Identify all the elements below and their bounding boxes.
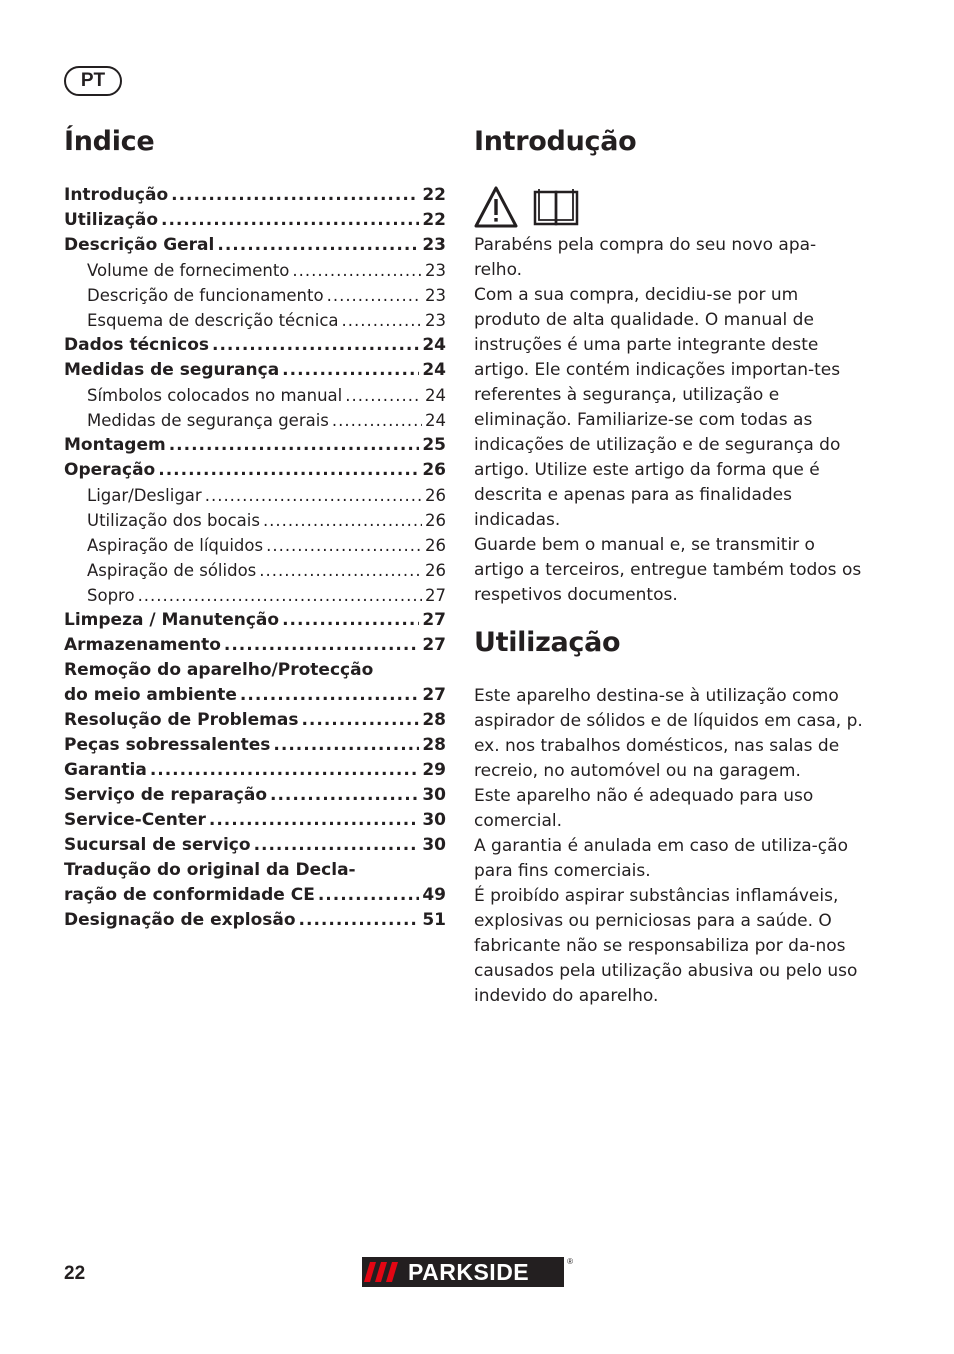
toc-leader-dots <box>259 558 422 583</box>
toc-entry-title: Limpeza / Manutenção <box>64 610 280 630</box>
page-number: 22 <box>64 1263 86 1284</box>
intro-heading: Introdução <box>474 126 637 157</box>
toc-entry-page: 24 <box>422 335 446 355</box>
toc-entry-page: 27 <box>422 610 446 630</box>
toc-leader-dots <box>263 508 422 533</box>
toc-entry-title: Volume de fornecimento <box>87 261 290 280</box>
toc-entry-page: 49 <box>422 885 446 905</box>
toc-leader-dots <box>301 708 419 733</box>
usage-paragraph: A garantia é anulada em caso de utiliza-ção para fins comerciais. <box>474 836 848 881</box>
toc-entry-page: 24 <box>425 411 446 430</box>
toc-leader-dots <box>292 258 422 283</box>
toc-leader-dots <box>240 683 419 708</box>
toc-entry-page: 25 <box>422 435 446 455</box>
toc-entry-page: 26 <box>422 460 446 480</box>
toc-entry-page: 22 <box>422 185 446 205</box>
toc-entry-title: Descrição de funcionamento <box>87 286 324 305</box>
toc-entry-title: Esquema de descrição técnica <box>87 311 339 330</box>
toc-entry-title: Remoção do aparelho/Protecção <box>64 660 374 680</box>
toc-entry <box>64 408 446 433</box>
toc-entry-page: 24 <box>422 360 446 380</box>
toc-entry-page: 23 <box>422 235 446 255</box>
toc-leader-dots <box>209 808 419 833</box>
toc-entry-title: Símbolos colocados no manual <box>87 386 343 405</box>
toc-entry-page: 26 <box>425 511 446 530</box>
warning-triangle-icon <box>476 188 516 226</box>
toc-leader-dots <box>282 358 419 383</box>
toc-leader-dots <box>342 308 422 333</box>
toc-entry-page: 23 <box>425 261 446 280</box>
toc-entry <box>64 258 446 283</box>
toc-entry-page: 27 <box>422 635 446 655</box>
toc-entry-title: do meio ambiente <box>64 685 237 705</box>
usage-paragraph: Este aparelho destina-se à utilização como aspirador de sólidos e de líquidos em casa, p. ex. nos trabalhos domésticos, nas salas de recreio, no automóvel ou na garagem. <box>474 686 863 781</box>
toc-entry-title: Resolução de Problemas <box>64 710 299 730</box>
toc-leader-dots <box>212 333 419 358</box>
toc-leader-dots <box>332 408 422 433</box>
toc-entry-title: Montagem <box>64 435 166 455</box>
toc-entry-title: Garantia <box>64 760 147 780</box>
table-of-contents <box>64 183 446 933</box>
toc-entry <box>64 383 446 408</box>
toc-entry <box>64 458 446 483</box>
toc-entry-title: Utilização <box>64 210 159 230</box>
toc-leader-dots <box>270 783 419 808</box>
toc-entry <box>64 183 446 208</box>
toc-entry-page: 30 <box>422 810 446 830</box>
toc-entry <box>64 533 446 558</box>
toc-entry-page: 24 <box>425 386 446 405</box>
brand-name: PARKSIDE <box>408 1258 530 1285</box>
toc-entry-title: Sucursal de serviço <box>64 835 251 855</box>
toc-entry <box>64 208 446 233</box>
toc-leader-dots <box>217 233 419 258</box>
toc-entry-title: Dados técnicos <box>64 335 210 355</box>
toc-entry-title: Designação de explosão <box>64 910 296 930</box>
brand-stripes-icon <box>362 1257 406 1287</box>
toc-entry <box>64 633 446 658</box>
toc-entry-title: Operação <box>64 460 156 480</box>
toc-entry <box>64 908 446 933</box>
toc-leader-dots <box>169 433 420 458</box>
toc-entry <box>64 583 446 608</box>
toc-leader-dots <box>318 883 420 908</box>
usage-paragraph: É proibído aspirar substâncias inflamáveis, explosivas ou perniciosas para a saúde. O fabricante não se responsabiliza por da-nos causados pela utilização abusiva ou pelo uso indevido do aparelho. <box>474 886 858 1006</box>
toc-entry <box>64 283 446 308</box>
toc-entry-title: Medidas de segurança gerais <box>87 411 329 430</box>
toc-entry-page: 23 <box>425 311 446 330</box>
brand-logo <box>362 1257 573 1287</box>
toc-entry-page: 30 <box>422 835 446 855</box>
toc-entry-title: Utilização dos bocais <box>87 511 260 530</box>
toc-entry-page: 30 <box>422 785 446 805</box>
toc-entry-title: Service-Center <box>64 810 206 830</box>
toc-leader-dots <box>273 733 419 758</box>
toc-leader-dots <box>266 533 422 558</box>
toc-entry <box>64 558 446 583</box>
toc-leader-dots <box>150 758 420 783</box>
toc-entry-title: Introdução <box>64 185 169 205</box>
toc-entry <box>64 808 446 833</box>
usage-paragraph: Este aparelho não é adequado para uso comercial. <box>474 786 814 831</box>
toc-entry-page: 51 <box>422 910 446 930</box>
toc-entry-title: ração de conformidade CE <box>64 885 315 905</box>
intro-text <box>474 233 864 608</box>
open-book-icon <box>535 189 577 224</box>
toc-leader-dots <box>345 383 422 408</box>
toc-heading: Índice <box>64 126 155 157</box>
toc-entry-title: Peças sobressalentes <box>64 735 271 755</box>
toc-entry-page: 26 <box>425 561 446 580</box>
toc-leader-dots <box>158 458 419 483</box>
toc-entry-page: 28 <box>422 735 446 755</box>
toc-entry-title: Tradução do original da Decla- <box>64 860 356 880</box>
toc-leader-dots <box>138 583 422 608</box>
toc-entry-title: Aspiração de sólidos <box>87 561 257 580</box>
toc-entry-page: 29 <box>422 760 446 780</box>
usage-text <box>474 684 864 1009</box>
toc-entry-title: Ligar/Desligar <box>87 486 202 505</box>
toc-leader-dots <box>327 283 422 308</box>
toc-entry-page: 27 <box>425 586 446 605</box>
toc-entry <box>64 233 446 258</box>
toc-entry-title: Aspiração de líquidos <box>87 536 264 555</box>
toc-entry <box>64 683 446 708</box>
usage-heading: Utilização <box>474 627 621 658</box>
toc-leader-dots <box>254 833 420 858</box>
toc-entry <box>64 658 446 683</box>
toc-entry <box>64 708 446 733</box>
toc-entry-title: Armazenamento <box>64 635 221 655</box>
intro-paragraph: Guarde bem o manual e, se transmitir o artigo a terceiros, entregue também todos os respetivos documentos. <box>474 535 862 605</box>
toc-entry <box>64 733 446 758</box>
language-badge: PT <box>64 66 122 96</box>
toc-entry-title: Serviço de reparação <box>64 785 267 805</box>
toc-entry-page: 27 <box>422 685 446 705</box>
toc-entry <box>64 483 446 508</box>
toc-entry-page: 26 <box>425 486 446 505</box>
toc-leader-dots <box>224 633 419 658</box>
toc-entry-page: 26 <box>425 536 446 555</box>
toc-entry <box>64 883 446 908</box>
toc-leader-dots <box>171 183 419 208</box>
toc-entry <box>64 608 446 633</box>
toc-entry <box>64 333 446 358</box>
toc-entry <box>64 783 446 808</box>
toc-entry-page: 28 <box>422 710 446 730</box>
intro-paragraph: Com a sua compra, decidiu-se por um produto de alta qualidade. O manual de instruções é uma parte integrante deste artigo. Ele contém indicações importan-tes referentes à segurança, utilização e eliminação. Familiarize-se com todas as indicações de utilização e de segurança do artigo. Utilize este artigo da forma que é descrita e apenas para as finalidades indicadas. <box>474 285 841 530</box>
toc-leader-dots <box>282 608 419 633</box>
toc-entry <box>64 308 446 333</box>
toc-leader-dots <box>161 208 419 233</box>
toc-entry-page: 23 <box>425 286 446 305</box>
toc-leader-dots <box>299 908 420 933</box>
toc-entry <box>64 833 446 858</box>
toc-leader-dots <box>205 483 422 508</box>
toc-entry-page: 22 <box>422 210 446 230</box>
toc-entry-title: Medidas de segurança <box>64 360 280 380</box>
toc-entry <box>64 433 446 458</box>
toc-entry-title: Sopro <box>87 586 135 605</box>
toc-entry <box>64 858 446 883</box>
toc-entry <box>64 508 446 533</box>
toc-entry-title: Descrição Geral <box>64 235 215 255</box>
toc-entry <box>64 758 446 783</box>
toc-entry <box>64 358 446 383</box>
intro-icons <box>474 186 584 228</box>
intro-paragraph: Parabéns pela compra do seu novo apa-relho. <box>474 235 817 280</box>
registered-mark: ® <box>567 1257 573 1266</box>
